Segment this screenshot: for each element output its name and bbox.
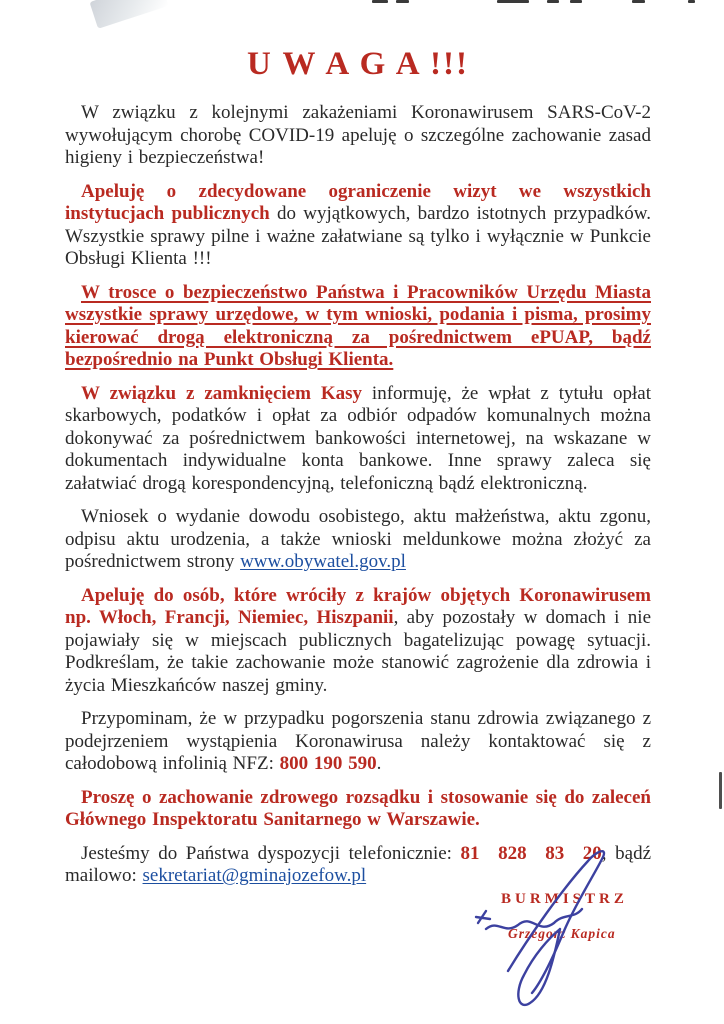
nfz-period: .	[376, 753, 382, 774]
paragraph-travel	[65, 585, 651, 698]
kasa-rest: informuję, że wpłat z tytułu opłat skarbowych, podatków i opłat za odbiór odpadów komunalnych można dokonywać za pośrednictwem bankowości internetowej, na wskazane w dokumentach indywidualne konta bankowe. Inne sprawy zaleca się załatwiać drogą korespondencyjną, telefoniczną bądź elektroniczną.	[65, 382, 651, 494]
contact-phone-number: 81 828 83 20	[460, 842, 602, 864]
nfz-hotline-number: 800 190 590	[279, 753, 377, 774]
paragraph-appeal	[65, 181, 651, 271]
scan-artifact-edge-line	[719, 772, 722, 809]
notice-body	[65, 0, 651, 899]
paragraph-nfz	[65, 708, 651, 776]
scan-artifact-dash	[688, 0, 695, 3]
nfz-text: Przypominam, że w przypadku pogorszenia stanu zdrowia związanego z podejrzeniem wystąpienia Koronawirusa należy kontaktować się z całodobową infolinią NFZ:	[65, 708, 651, 774]
obywatel-link[interactable]: www.obywatel.gov.pl	[240, 551, 406, 572]
gis-highlight: Proszę o zachowanie zdrowego rozsądku i stosowanie się do zaleceń Głównego Inspektoratu Sanitarnego w Warszawie.	[65, 786, 651, 830]
travel-rest: , aby pozostały w domach i nie pojawiały się w miejscach publicznych bagatelizując powagę sytuacji. Podkreślam, że takie zachowanie może stanowić zagrożenie dla zdrowia i życia Mieszkańców naszej gminy.	[65, 607, 651, 696]
contact-text: Jesteśmy do Państwa dyspozycji telefonicznie:	[81, 842, 461, 864]
signature-role-title: BURMISTRZ	[501, 891, 628, 907]
paragraph-wniosek	[65, 506, 651, 574]
travel-highlight: Apeluję do osób, które wróciły z krajów objętych Koronawirusem np. Włoch, Francji, Niemiec, Hiszpanii	[65, 584, 651, 628]
paragraph-gis	[65, 787, 651, 832]
page-title: U W A G A !!!	[247, 46, 469, 82]
appeal-rest: do wyjątkowych, bardzo istotnych przypadków. Wszystkie sprawy pilne i ważne załatwiane są tylko i wyłącznie w Punkcie Obsługi Klienta !!!	[65, 203, 652, 269]
appeal-highlight: Apeluję o zdecydowane ograniczenie wizyt we wszystkich instytucjach publicznych	[65, 180, 651, 224]
paragraph-epuap	[65, 282, 651, 372]
paragraph-kasa	[65, 383, 651, 496]
kasa-highlight: W związku z zamknięciem Kasy	[81, 382, 362, 404]
wniosek-text: Wniosek o wydanie dowodu osobistego, aktu małżeństwa, aktu zgonu, odpisu aktu urodzenia, a także wnioski meldunkowe można złożyć za pośrednictwem strony	[65, 506, 651, 572]
pen-signature-scribble-icon	[468, 843, 624, 1011]
contact-mail-label: bądź mailowo:	[65, 842, 652, 886]
epuap-underlined-text: W trosce o bezpieczeństwo Państwa i Pracowników Urzędu Miasta wszystkie sprawy urzędowe, w tym wnioski, podania i pisma, prosimy kierować drogą elektroniczną za pośrednictwem ePUAP, bądź bezpośrednio na Punkt Obsługi Klienta.	[65, 281, 651, 370]
intro-text: W związku z kolejnymi zakażeniami Koronawirusem SARS-CoV-2 wywołującym chorobę COVID-19 apeluję o szczególne zachowanie zasad higieny i bezpieczeństwa!	[65, 102, 651, 168]
email-link[interactable]: sekretariat@gminajozefow.pl	[142, 865, 367, 886]
contact-comma: ,	[601, 842, 616, 864]
paragraph-intro	[65, 102, 651, 170]
signature-printed-name: Grzegorz Kapica	[508, 926, 616, 941]
